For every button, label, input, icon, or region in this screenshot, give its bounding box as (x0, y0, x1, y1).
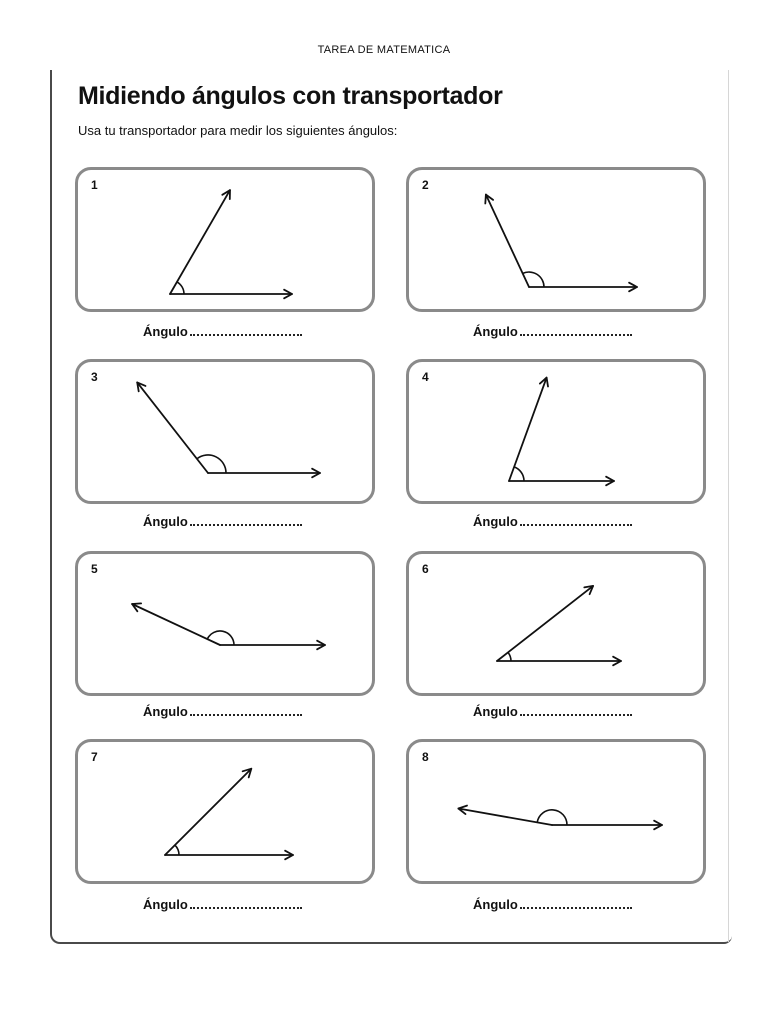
answer-label: Ángulo (143, 704, 188, 719)
answer-label: Ángulo (473, 704, 518, 719)
angle-number: 3 (91, 370, 98, 384)
answer-blank[interactable] (520, 326, 632, 336)
answer-blank[interactable] (190, 326, 302, 336)
angle-diagram (409, 170, 703, 309)
answer-label: Ángulo (473, 897, 518, 912)
angle-card-7 (75, 739, 375, 884)
angle-card-2 (406, 167, 706, 312)
angle-card-1 (75, 167, 375, 312)
answer-blank[interactable] (190, 706, 302, 716)
angle-card-6 (406, 551, 706, 696)
answer-row-3 (143, 514, 302, 529)
second-ray (165, 769, 251, 855)
angle-diagram (78, 362, 372, 501)
answer-row-2 (473, 324, 632, 339)
answer-blank[interactable] (520, 899, 632, 909)
second-ray (509, 378, 547, 481)
answer-blank[interactable] (520, 516, 632, 526)
second-ray (497, 586, 593, 661)
angle-card-8 (406, 739, 706, 884)
answer-label: Ángulo (143, 324, 188, 339)
angle-arc (177, 282, 184, 294)
second-ray (486, 195, 529, 287)
angle-diagram (409, 554, 703, 693)
angle-card-3 (75, 359, 375, 504)
angle-number: 1 (91, 178, 98, 192)
page-header: TAREA DE MATEMATICA (317, 44, 451, 56)
answer-label: Ángulo (473, 514, 518, 529)
answer-label: Ángulo (143, 897, 188, 912)
angle-card-5 (75, 551, 375, 696)
angle-number: 2 (422, 178, 429, 192)
answer-row-6 (473, 704, 632, 719)
angle-number: 4 (422, 370, 429, 384)
worksheet-instructions: Usa tu transportador para medir los siguientes ángulos: (78, 123, 398, 138)
answer-label: Ángulo (143, 514, 188, 529)
angle-diagram (409, 742, 703, 881)
worksheet-title: Midiendo ángulos con transportador (78, 82, 503, 110)
angle-diagram (78, 742, 372, 881)
angle-arc (514, 467, 524, 481)
angle-arc (175, 845, 179, 855)
answer-blank[interactable] (190, 899, 302, 909)
angle-number: 6 (422, 562, 429, 576)
angle-arc (508, 652, 511, 661)
worksheet-frame-edge (728, 70, 729, 942)
angle-diagram (409, 362, 703, 501)
angle-number: 5 (91, 562, 98, 576)
answer-row-7 (143, 897, 302, 912)
angle-card-4 (406, 359, 706, 504)
angle-diagram (78, 170, 372, 309)
second-ray (170, 190, 230, 294)
angle-diagram (78, 554, 372, 693)
answer-row-5 (143, 704, 302, 719)
answer-row-4 (473, 514, 632, 529)
angle-number: 7 (91, 750, 98, 764)
answer-label: Ángulo (473, 324, 518, 339)
angle-arc (207, 631, 234, 645)
answer-blank[interactable] (520, 706, 632, 716)
answer-blank[interactable] (190, 516, 302, 526)
angle-number: 8 (422, 750, 429, 764)
answer-row-1 (143, 324, 302, 339)
answer-row-8 (473, 897, 632, 912)
